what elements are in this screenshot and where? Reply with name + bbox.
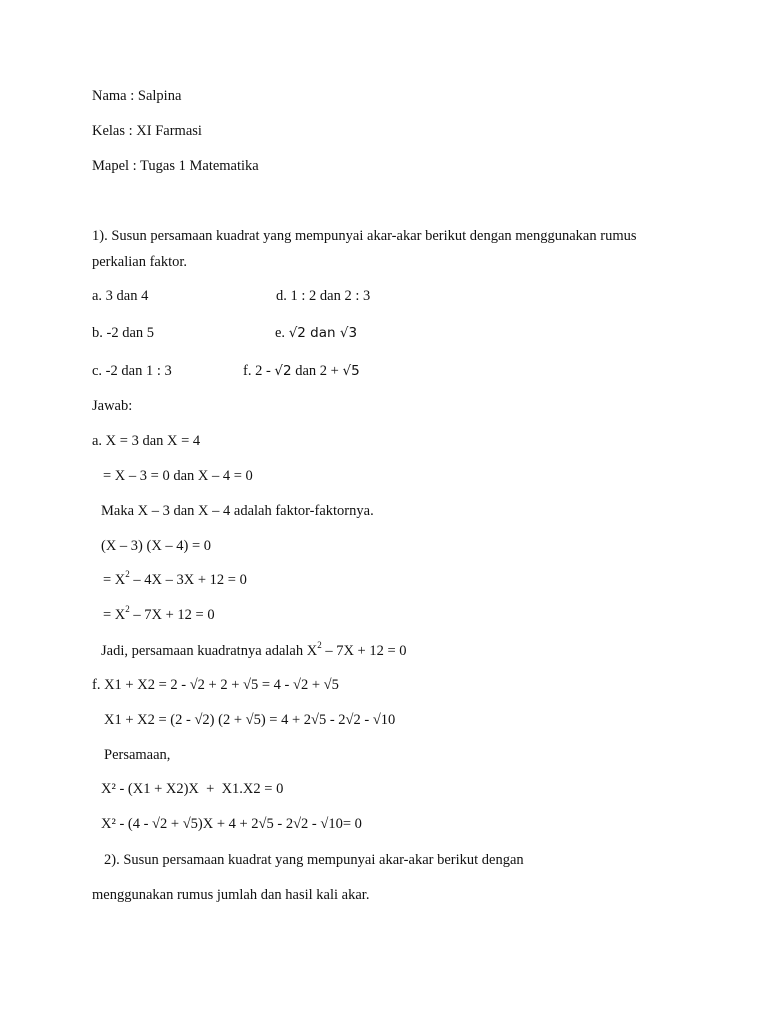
option-e-math: √2 dan √3 xyxy=(288,325,358,341)
student-class: Kelas : XI Farmasi xyxy=(92,123,202,139)
option-f-prefix: f. 2 - xyxy=(243,363,275,379)
answer-a-conclusion-pre: Jadi, persamaan kuadratnya adalah X xyxy=(101,643,318,659)
option-c: c. -2 dan 1 : 3 xyxy=(92,363,172,379)
answer-a-line-6-post: – 7X + 12 = 0 xyxy=(129,607,215,623)
option-f xyxy=(243,362,360,380)
answer-a-conclusion-exponent: 2 xyxy=(317,640,322,651)
answer-f-line-2: X1 + X2 = (2 - √2) (2 + √5) = 4 + 2√5 - 2√2 - √10 xyxy=(104,712,396,728)
answer-a-line-5-exponent: 2 xyxy=(125,569,130,580)
question-2-text: 2). Susun persamaan kuadrat yang mempunyai akar-akar berikut dengan xyxy=(104,852,524,868)
answer-f-line-4: X² - (X1 + X2)X + X1.X2 = 0 xyxy=(101,781,284,797)
answer-label: Jawab: xyxy=(92,398,133,414)
answer-a-line-6 xyxy=(103,606,215,624)
answer-a-line-6-exponent: 2 xyxy=(125,604,130,615)
question-1-text: 1). Susun persamaan kuadrat yang mempunyai akar-akar berikut dengan menggunakan rumus xyxy=(92,228,637,244)
answer-a-conclusion xyxy=(101,642,407,660)
answer-a-line-2: = X – 3 = 0 dan X – 4 = 0 xyxy=(103,468,253,484)
question-1-text-cont: perkalian faktor. xyxy=(92,254,188,270)
option-f-root-1: √2 xyxy=(274,363,292,379)
option-e xyxy=(275,324,357,342)
option-e-prefix: e. xyxy=(275,325,286,341)
answer-a-line-5 xyxy=(103,571,247,589)
option-a: a. 3 dan 4 xyxy=(92,288,149,304)
question-2-text-cont: menggunakan rumus jumlah dan hasil kali akar. xyxy=(92,887,370,903)
answer-f-line-1: f. X1 + X2 = 2 - √2 + 2 + √5 = 4 - √2 + √5 xyxy=(92,677,339,693)
answer-f-line-5: X² - (4 - √2 + √5)X + 4 + 2√5 - 2√2 - √10= 0 xyxy=(101,816,362,832)
answer-a-line-5-pre: = X xyxy=(103,572,126,588)
answer-a-line-6-pre: = X xyxy=(103,607,126,623)
answer-a-line-5-post: – 4X – 3X + 12 = 0 xyxy=(129,572,247,588)
answer-a-conclusion-post: – 7X + 12 = 0 xyxy=(321,643,407,659)
answer-a-line-1: a. X = 3 dan X = 4 xyxy=(92,433,201,449)
option-f-mid: dan 2 + xyxy=(291,363,343,379)
option-f-root-2: √5 xyxy=(342,363,360,379)
subject-title: Mapel : Tugas 1 Matematika xyxy=(92,158,259,174)
option-b: b. -2 dan 5 xyxy=(92,325,155,341)
student-name: Nama : Salpina xyxy=(92,88,182,104)
answer-f-line-3: Persamaan, xyxy=(104,747,171,763)
answer-a-line-3: Maka X – 3 dan X – 4 adalah faktor-faktornya. xyxy=(101,503,374,519)
option-d: d. 1 : 2 dan 2 : 3 xyxy=(276,288,371,304)
answer-a-line-4: (X – 3) (X – 4) = 0 xyxy=(101,538,212,554)
